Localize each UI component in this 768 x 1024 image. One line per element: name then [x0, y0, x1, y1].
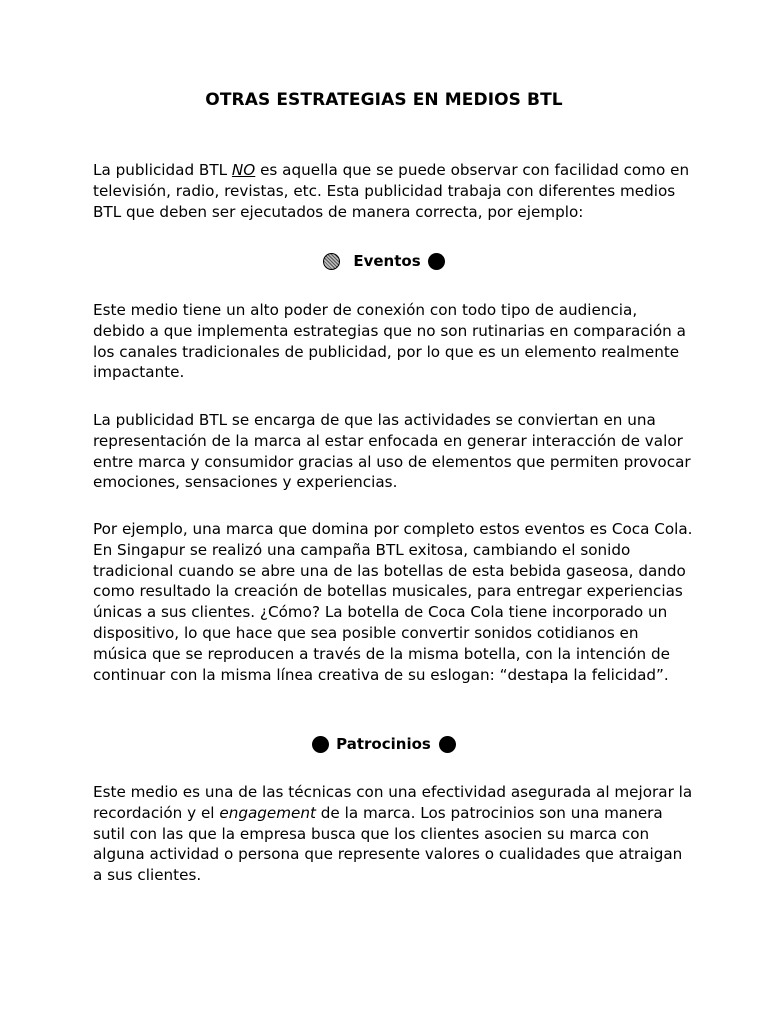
- section-heading-patrocinios: [0, 734, 768, 758]
- patrocinios-emphasis: engagement: [219, 803, 316, 822]
- intro-text-before: La publicidad BTL: [93, 161, 232, 179]
- black-bullet-icon: [428, 253, 445, 270]
- eventos-paragraph-2: La publicidad BTL se encarga de que las actividades se conviertan en una representación de la marca al estar enfocada en generar interacción de valor entre marca y consumidor gracias al uso de elementos que permiten provocar emociones, sensaciones y experiencias.: [93, 411, 691, 492]
- section-heading-eventos: [0, 251, 768, 275]
- document-title: OTRAS ESTRATEGIAS EN MEDIOS BTL: [205, 90, 563, 110]
- patrocinios-text-after: de la marca. Los patrocinios son una manera sutil con las que la empresa busca que los clientes asocien su marca con alguna actividad o persona que represente valores o cualidades que atraigan a sus clientes.: [93, 803, 683, 885]
- eventos-paragraph-1: Este medio tiene un alto poder de conexión con todo tipo de audiencia, debido a que implementa estrategias que no son rutinarias en comparación a los canales tradicionales de publicidad, por lo que es un elemento realmente impactante.: [93, 301, 686, 382]
- patrocinios-text-before: Este medio es una de las técnicas con una efectividad asegurada al mejorar la recordación y el: [93, 783, 693, 822]
- section-heading-label: Eventos: [353, 252, 421, 270]
- intro-emphasis: NO: [231, 161, 256, 179]
- eventos-paragraph-3: Por ejemplo, una marca que domina por completo estos eventos es Coca Cola. En Singapur se realizó una campaña BTL exitosa, cambiando el sonido tradicional cuando se abre una de las botellas de esta bebida gaseosa, dando como resultado la creación de botellas musicales, para entregar experiencias únicas a sus clientes. ¿Cómo? La botella de Coca Cola tiene incorporado un dispositivo, lo que hace que sea posible convertir sonidos cotidianos en música que se reproducen a través de la misma botella, con la intención de continuar con la misma línea creativa de su eslogan: “destapa la felicidad”.: [93, 520, 693, 684]
- black-bullet-icon: [439, 736, 456, 753]
- intro-text-after: es aquella que se puede observar con facilidad como en televisión, radio, revistas, etc. Esta publicidad trabaja con diferentes medios BTL que deben ser ejecutados de manera correcta, por ejemplo:: [93, 161, 690, 221]
- intro-paragraph: [93, 160, 693, 222]
- patrocinios-paragraph: [93, 782, 693, 886]
- black-bullet-icon: [312, 736, 329, 753]
- hatched-bullet-icon: [323, 253, 340, 270]
- section-heading-label: Patrocinios: [336, 735, 431, 753]
